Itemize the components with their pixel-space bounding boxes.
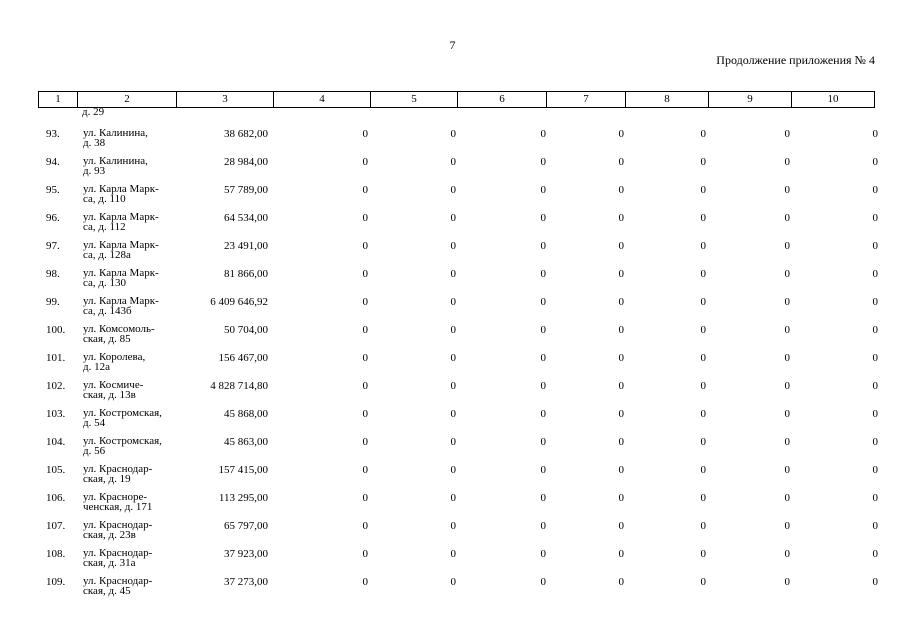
address-line-1: ул. Краснодар- [83,463,153,475]
row-value-c5: 0 [450,324,456,336]
row-value-c9: 0 [784,240,790,252]
row-value-c9: 0 [784,548,790,560]
row-address [83,520,183,540]
row-value-c5: 0 [450,576,456,588]
row-value-c7: 0 [618,184,624,196]
row-number: 96. [46,212,60,224]
row-value-c6: 0 [540,380,546,392]
row-value-c5: 0 [450,520,456,532]
row-value-c7: 0 [618,324,624,336]
table-row [38,492,878,520]
row-value-c4: 0 [362,548,368,560]
row-value-c6: 0 [540,492,546,504]
row-value-c6: 0 [540,352,546,364]
row-number: 93. [46,128,60,140]
row-value-c9: 0 [784,464,790,476]
address-line-1: ул. Королева, [83,351,146,363]
row-value-c10: 0 [872,156,878,168]
row-number: 94. [46,156,60,168]
row-value-c10: 0 [872,548,878,560]
row-value-c7: 0 [618,352,624,364]
row-value-c10: 0 [872,408,878,420]
table-row [38,324,878,352]
row-value-c5: 0 [450,436,456,448]
column-header-2: 2 [78,92,177,108]
row-value-c8: 0 [700,548,706,560]
column-header-table [38,91,875,108]
table-body [38,128,878,604]
row-number: 106. [46,492,66,504]
row-value-c7: 0 [618,436,624,448]
row-amount: 156 467,00 [218,352,268,364]
row-address [83,128,183,148]
row-address [83,156,183,176]
table-row [38,520,878,548]
row-value-c9: 0 [784,212,790,224]
row-amount: 6 409 646,92 [210,296,268,308]
row-value-c5: 0 [450,296,456,308]
table-row [38,464,878,492]
address-line-1: ул. Костромская, [83,435,162,447]
row-value-c6: 0 [540,212,546,224]
row-value-c8: 0 [700,464,706,476]
row-value-c10: 0 [872,212,878,224]
row-value-c4: 0 [362,408,368,420]
row-value-c5: 0 [450,380,456,392]
address-line-2: д. 54 [83,417,106,429]
row-amount: 28 984,00 [224,156,268,168]
row-value-c7: 0 [618,268,624,280]
row-value-c8: 0 [700,156,706,168]
row-value-c7: 0 [618,296,624,308]
row-value-c4: 0 [362,492,368,504]
row-value-c10: 0 [872,128,878,140]
row-number: 109. [46,576,66,588]
address-line-2: са, д. 128а [83,249,131,261]
row-value-c4: 0 [362,268,368,280]
row-value-c9: 0 [784,268,790,280]
row-value-c7: 0 [618,576,624,588]
address-line-2: ченская, д. 171 [83,501,153,513]
row-value-c4: 0 [362,156,368,168]
table-row [38,240,878,268]
row-address [83,464,183,484]
row-value-c6: 0 [540,184,546,196]
row-value-c6: 0 [540,408,546,420]
row-value-c4: 0 [362,324,368,336]
row-value-c10: 0 [872,268,878,280]
row-value-c6: 0 [540,296,546,308]
row-value-c5: 0 [450,128,456,140]
row-value-c9: 0 [784,128,790,140]
address-line-1: ул. Калинина, [83,155,148,167]
row-value-c8: 0 [700,408,706,420]
row-value-c4: 0 [362,212,368,224]
row-value-c10: 0 [872,296,878,308]
column-header-1: 1 [39,92,78,108]
column-header-6: 6 [458,92,547,108]
row-value-c7: 0 [618,548,624,560]
address-line-2: са, д. 130 [83,277,126,289]
table-row [38,296,878,324]
row-number: 105. [46,464,66,476]
row-value-c8: 0 [700,296,706,308]
address-line-2: ская, д. 85 [83,333,131,345]
row-value-c6: 0 [540,240,546,252]
table-row [38,184,878,212]
row-value-c7: 0 [618,492,624,504]
row-amount: 37 273,00 [224,576,268,588]
row-amount: 65 797,00 [224,520,268,532]
row-address [83,408,183,428]
carryover-address-text: д. 29 [82,106,105,118]
row-address [83,240,183,260]
table-row [38,408,878,436]
row-value-c4: 0 [362,520,368,532]
address-line-2: д. 12а [83,361,110,373]
row-value-c6: 0 [540,520,546,532]
row-value-c7: 0 [618,128,624,140]
row-value-c9: 0 [784,352,790,364]
row-address [83,576,183,596]
row-number: 104. [46,436,66,448]
row-value-c10: 0 [872,464,878,476]
row-value-c5: 0 [450,184,456,196]
row-number: 107. [46,520,66,532]
row-value-c10: 0 [872,352,878,364]
row-value-c8: 0 [700,492,706,504]
address-line-1: ул. Карла Марк- [83,211,159,223]
row-value-c5: 0 [450,240,456,252]
column-header-5: 5 [371,92,458,108]
address-line-1: ул. Карла Марк- [83,183,159,195]
row-address [83,324,183,344]
row-value-c5: 0 [450,268,456,280]
table-row [38,380,878,408]
row-amount: 50 704,00 [224,324,268,336]
table-row [38,576,878,604]
row-value-c10: 0 [872,436,878,448]
table-row [38,128,878,156]
table-row [38,268,878,296]
address-line-2: са, д. 110 [83,193,126,205]
row-value-c6: 0 [540,324,546,336]
row-value-c6: 0 [540,128,546,140]
address-line-1: ул. Красноре- [83,491,148,503]
table-row [38,548,878,576]
row-value-c8: 0 [700,268,706,280]
row-value-c4: 0 [362,464,368,476]
row-value-c4: 0 [362,380,368,392]
table-row [38,156,878,184]
row-value-c4: 0 [362,240,368,252]
row-value-c9: 0 [784,184,790,196]
row-value-c8: 0 [700,380,706,392]
row-amount: 57 789,00 [224,184,268,196]
row-amount: 45 868,00 [224,408,268,420]
row-value-c6: 0 [540,268,546,280]
row-number: 102. [46,380,66,392]
row-value-c8: 0 [700,576,706,588]
column-header-8: 8 [626,92,709,108]
row-value-c7: 0 [618,520,624,532]
row-value-c8: 0 [700,324,706,336]
address-line-1: ул. Краснодар- [83,519,153,531]
row-amount: 64 534,00 [224,212,268,224]
row-address [83,268,183,288]
row-number: 97. [46,240,60,252]
row-address [83,492,183,512]
row-value-c9: 0 [784,156,790,168]
row-number: 98. [46,268,60,280]
table-row [38,212,878,240]
row-amount: 157 415,00 [218,464,268,476]
row-address [83,184,183,204]
row-value-c4: 0 [362,576,368,588]
row-address [83,296,183,316]
row-value-c9: 0 [784,380,790,392]
row-number: 108. [46,548,66,560]
address-line-1: ул. Костромская, [83,407,162,419]
column-header-9: 9 [709,92,792,108]
address-line-2: д. 56 [83,445,106,457]
row-value-c7: 0 [618,464,624,476]
address-line-1: ул. Калинина, [83,127,148,139]
row-value-c4: 0 [362,436,368,448]
row-value-c4: 0 [362,352,368,364]
row-value-c5: 0 [450,492,456,504]
row-value-c9: 0 [784,576,790,588]
address-line-2: д. 93 [83,165,106,177]
address-line-1: ул. Краснодар- [83,575,153,587]
row-value-c10: 0 [872,184,878,196]
address-line-1: ул. Карла Марк- [83,267,159,279]
row-value-c10: 0 [872,324,878,336]
row-amount: 81 866,00 [224,268,268,280]
row-value-c6: 0 [540,464,546,476]
row-value-c9: 0 [784,324,790,336]
row-amount: 45 863,00 [224,436,268,448]
row-value-c4: 0 [362,296,368,308]
address-line-2: са, д. 143б [83,305,132,317]
row-value-c7: 0 [618,156,624,168]
row-value-c9: 0 [784,408,790,420]
page-number: 7 [449,38,456,52]
row-number: 103. [46,408,66,420]
row-value-c5: 0 [450,212,456,224]
row-value-c9: 0 [784,520,790,532]
row-value-c5: 0 [450,156,456,168]
row-value-c10: 0 [872,492,878,504]
row-value-c10: 0 [872,380,878,392]
column-header-3: 3 [177,92,274,108]
row-number: 101. [46,352,66,364]
row-address [83,380,183,400]
row-value-c8: 0 [700,240,706,252]
address-line-2: д. 38 [83,137,106,149]
row-value-c6: 0 [540,156,546,168]
row-number: 95. [46,184,60,196]
address-line-2: ская, д. 13в [83,389,136,401]
address-line-1: ул. Комсомоль- [83,323,155,335]
address-line-2: ская, д. 19 [83,473,131,485]
row-value-c7: 0 [618,380,624,392]
row-value-c8: 0 [700,128,706,140]
row-value-c5: 0 [450,548,456,560]
row-value-c7: 0 [618,408,624,420]
address-line-1: ул. Космиче- [83,379,144,391]
row-amount: 113 295,00 [218,492,268,504]
address-line-2: ская, д. 31а [83,557,136,569]
row-value-c8: 0 [700,212,706,224]
row-value-c4: 0 [362,128,368,140]
column-header-7: 7 [547,92,626,108]
row-amount: 23 491,00 [224,240,268,252]
row-value-c6: 0 [540,436,546,448]
row-value-c8: 0 [700,184,706,196]
table-row [38,352,878,380]
address-line-2: ская, д. 23в [83,529,136,541]
address-line-1: ул. Карла Марк- [83,239,159,251]
row-value-c9: 0 [784,492,790,504]
row-value-c9: 0 [784,436,790,448]
address-line-1: ул. Карла Марк- [83,295,159,307]
row-value-c8: 0 [700,520,706,532]
row-value-c5: 0 [450,408,456,420]
row-amount: 37 923,00 [224,548,268,560]
address-line-1: ул. Краснодар- [83,547,153,559]
row-value-c6: 0 [540,576,546,588]
row-value-c10: 0 [872,576,878,588]
column-header-row [39,92,875,108]
row-amount: 4 828 714,80 [210,380,268,392]
row-value-c10: 0 [872,240,878,252]
row-address [83,212,183,232]
row-number: 99. [46,296,60,308]
row-value-c6: 0 [540,548,546,560]
address-line-2: са, д. 112 [83,221,126,233]
row-address [83,436,183,456]
row-address [83,352,183,372]
row-value-c7: 0 [618,240,624,252]
row-value-c9: 0 [784,296,790,308]
column-header-10: 10 [792,92,875,108]
row-value-c7: 0 [618,212,624,224]
table-row [38,436,878,464]
row-address [83,548,183,568]
address-line-2: ская, д. 45 [83,585,131,597]
column-header-4: 4 [274,92,371,108]
continuation-note: Продолжение приложения № 4 [716,53,875,67]
row-value-c5: 0 [450,352,456,364]
row-amount: 38 682,00 [224,128,268,140]
row-value-c10: 0 [872,520,878,532]
row-value-c8: 0 [700,436,706,448]
row-value-c4: 0 [362,184,368,196]
row-value-c8: 0 [700,352,706,364]
row-value-c5: 0 [450,464,456,476]
row-number: 100. [46,324,66,336]
